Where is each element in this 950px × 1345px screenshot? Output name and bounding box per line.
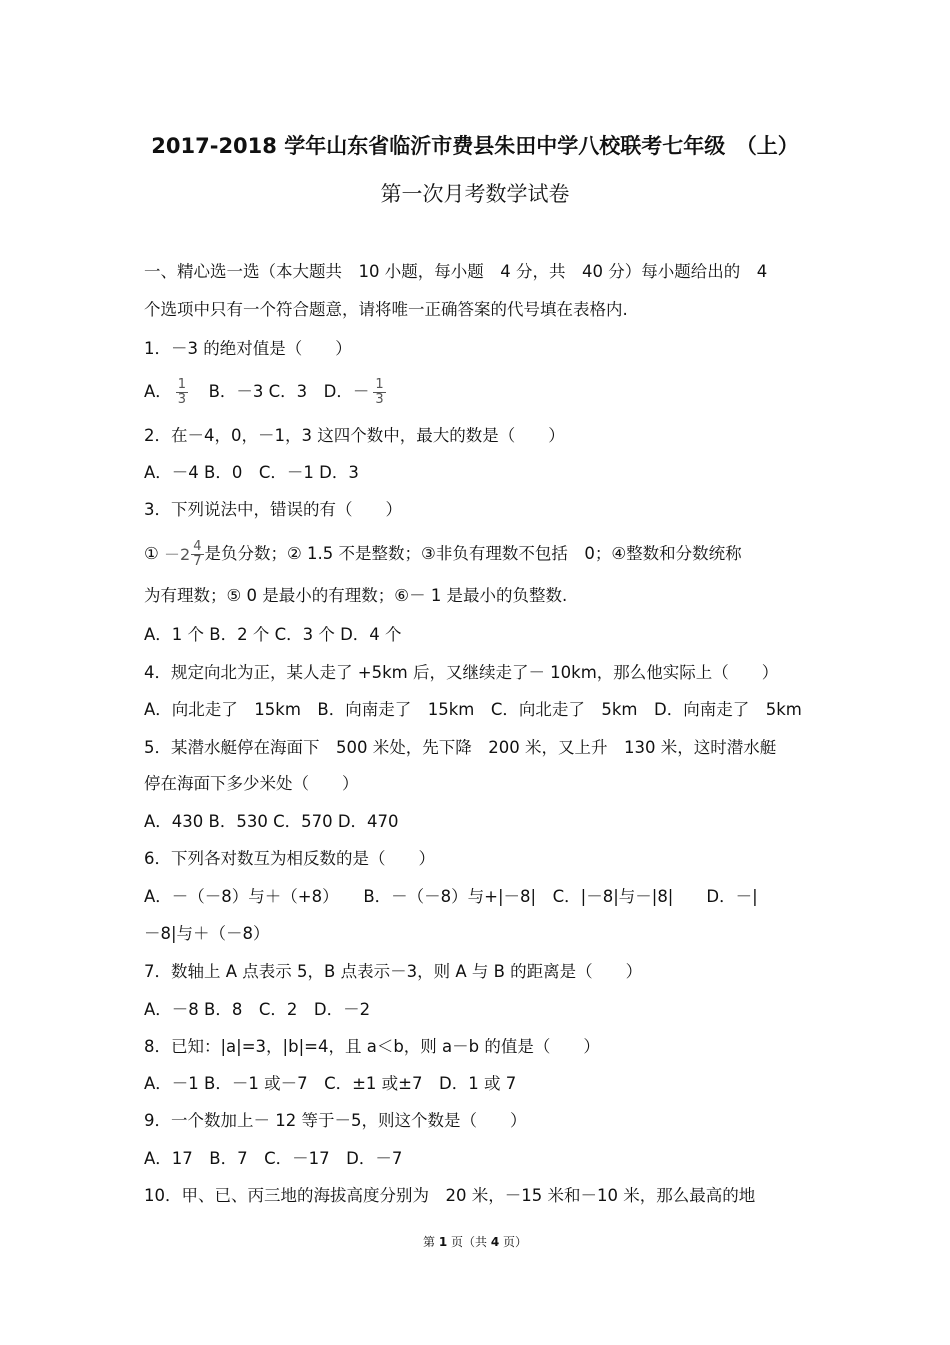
fraction-denominator: 3 (177, 392, 187, 407)
exam-title-line2: 第一次月考数学试卷 (380, 182, 570, 206)
mixed-fraction-part (191, 540, 203, 569)
footer-total-pages: 4 (490, 1235, 500, 1249)
q3-statements-rest: 是负分数；② 1.5 不是整数；③非负有理数不包括 0；④整数和分数统称 (204, 544, 742, 563)
q1-option-a-label: A． (144, 382, 172, 401)
q9-stem: 9．一个数加上－ 12 等于－5，则这个数是（ ） (144, 1111, 527, 1130)
q5-stem-line1: 5．某潜水艇停在海面下 500 米处，先下降 200 米，又上升 130 米，这时潜水艇 (144, 738, 777, 757)
q3-options: A．1 个 B．2 个 C．3 个 D．4 个 (144, 625, 402, 644)
q7-stem: 7．数轴上 A 点表示 5，B 点表示－3，则 A 与 B 的距离是（ ） (144, 962, 643, 981)
q2-stem: 2．在－4，0，－1，3 这四个数中，最大的数是（ ） (144, 426, 565, 445)
q3-statements-line1 (144, 540, 742, 569)
fraction-denominator: 7 (193, 554, 202, 569)
fraction-numerator: 4 (193, 539, 202, 554)
fraction-numerator: 1 (177, 377, 187, 392)
q1-stem: 1．－3 的绝对值是（ ） (144, 339, 352, 358)
q5-options: A．430 B．530 C．570 D．470 (144, 812, 399, 831)
q10-stem-line1: 10．甲、已、丙三地的海拔高度分别为 20 米，－15 米和－10 米，那么最高的地 (144, 1186, 756, 1205)
q4-options: A．向北走了 15km B．向南走了 15km C．向北走了 5km D．向南走了 5km (144, 700, 802, 719)
fraction-denominator: 3 (375, 392, 384, 407)
q6-options-line2: －8|与＋（－8） (144, 924, 270, 943)
footer-prefix: 第 (422, 1235, 439, 1249)
footer-mid: 页（共 (447, 1235, 491, 1249)
q1-options-rest: B．－3 C．3 D．－ (192, 382, 370, 401)
section-instruction-line1: 一、精心选一选（本大题共 10 小题，每小题 4 分，共 40 分）每小题给出的 4 (144, 262, 768, 281)
footer-page-number: 1 (438, 1235, 448, 1249)
page-footer (0, 1233, 950, 1250)
q6-stem: 6．下列各对数互为相反数的是（ ） (144, 849, 435, 868)
q8-options: A．－1 B．－1 或－7 C．±1 或±7 D．1 或 7 (144, 1074, 517, 1093)
q3-mixed-fraction (164, 540, 204, 569)
mixed-fraction-whole: －2 (164, 544, 191, 564)
circled-number-1: ① (144, 544, 159, 563)
q5-stem-line2: 停在海面下多少米处（ ） (144, 774, 359, 793)
q7-options: A．－8 B．8 C．2 D．－2 (144, 1000, 371, 1019)
q1-options (144, 378, 390, 407)
footer-suffix: 页） (499, 1235, 527, 1249)
q1-fraction-a (176, 378, 188, 407)
q4-stem: 4．规定向北为正，某人走了 +5km 后，又继续走了－ 10km，那么他实际上（ ） (144, 663, 779, 682)
section-instruction-line2: 个选项中只有一个符合题意，请将唯一正确答案的代号填在表格内. (144, 300, 628, 319)
q1-fraction-d (373, 378, 385, 407)
q6-options-line1: A．－（－8）与＋（+8） B．－（－8）与+|－8| C．|－8|与－|8| D．－| (144, 887, 758, 906)
q3-stem: 3．下列说法中，错误的有（ ） (144, 500, 402, 519)
q2-options: A．－4 B．0 C．－1 D．3 (144, 463, 359, 482)
fraction-numerator: 1 (375, 377, 384, 392)
exam-title-line1: 2017-2018 学年山东省临沂市费县朱田中学八校联考七年级 （上） (151, 134, 799, 158)
q9-options: A．17 B．7 C．－17 D．－7 (144, 1149, 403, 1168)
q8-stem: 8．已知：|a|=3，|b|=4，且 a＜b，则 a－b 的值是（ ） (144, 1037, 600, 1056)
q3-statements-line2: 为有理数；⑤ 0 是最小的有理数；⑥－ 1 是最小的负整数. (144, 586, 568, 605)
